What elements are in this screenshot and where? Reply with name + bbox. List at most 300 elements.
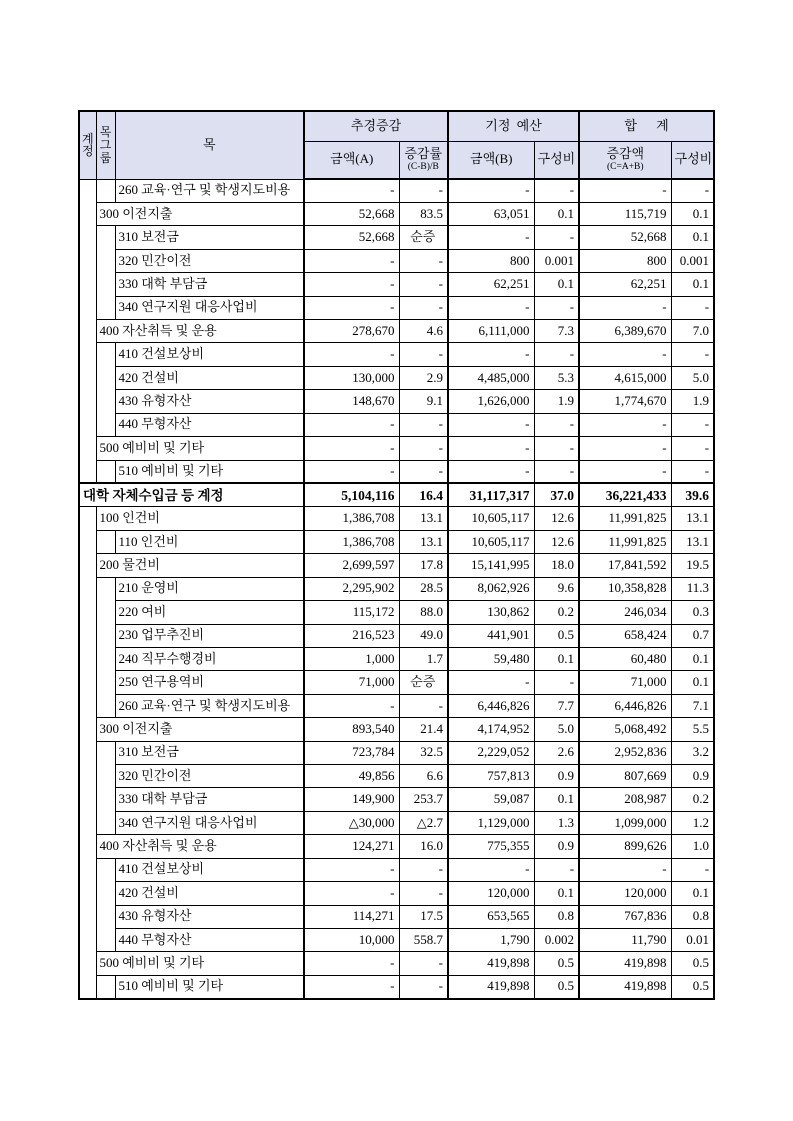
detail-row: [79, 601, 714, 624]
col-header-supplementary-change: 추경증감: [304, 111, 448, 141]
value-cell: -: [448, 296, 534, 319]
value-cell: 17.8: [399, 554, 448, 577]
detail-row: [79, 366, 714, 389]
value-cell: -: [448, 413, 534, 436]
item-label-cell: 340 연구지원 대응사업비: [115, 811, 304, 834]
value-cell: 658,424: [579, 624, 671, 647]
value-cell: -: [399, 343, 448, 366]
value-cell: -: [448, 671, 534, 694]
value-cell: 6.6: [399, 765, 448, 788]
detail-row: [79, 343, 714, 366]
value-cell: 0.1: [671, 671, 714, 694]
item-label-cell: 320 민간이전: [115, 765, 304, 788]
detail-row: [79, 390, 714, 413]
value-cell: 11,991,825: [579, 507, 671, 530]
value-cell: 0.002: [534, 929, 579, 952]
group-row: [79, 202, 714, 225]
value-cell: 0.1: [671, 647, 714, 670]
detail-row: [79, 273, 714, 296]
value-cell: 13.1: [399, 530, 448, 553]
value-cell: 7.7: [534, 694, 579, 717]
value-cell: 59,087: [448, 788, 534, 811]
value-cell: 1,099,000: [579, 811, 671, 834]
col-header-change-amount: 증감액 (C=A+B): [579, 141, 671, 179]
value-cell: 7.3: [534, 320, 579, 343]
value-cell: 1,386,708: [304, 530, 399, 553]
value-cell: 893,540: [304, 718, 399, 741]
col-header-composition-total: 구성비: [671, 141, 714, 179]
value-cell: -: [448, 437, 534, 460]
value-cell: -: [304, 413, 399, 436]
value-cell: 49,856: [304, 765, 399, 788]
value-cell: 60,480: [579, 647, 671, 670]
value-cell: 5.3: [534, 366, 579, 389]
detail-row: [79, 530, 714, 553]
item-label-cell: 410 건설보상비: [115, 858, 304, 881]
value-cell: 17.5: [399, 905, 448, 928]
value-cell: △30,000: [304, 811, 399, 834]
detail-row: [79, 929, 714, 952]
value-cell: 9.1: [399, 390, 448, 413]
col-header-change-rate: 증감률 (C-B)/B: [399, 141, 448, 179]
value-cell: 순증: [399, 226, 448, 249]
value-cell: 208,987: [579, 788, 671, 811]
value-cell: 4.6: [399, 320, 448, 343]
item-label-cell: 100 인건비: [96, 507, 304, 530]
value-cell: -: [579, 413, 671, 436]
value-cell: -: [304, 882, 399, 905]
value-cell: 767,836: [579, 905, 671, 928]
value-cell: 16.0: [399, 835, 448, 858]
change-rate-formula: (C-B)/B: [407, 161, 439, 172]
value-cell: -: [579, 179, 671, 202]
value-cell: 10,605,117: [448, 530, 534, 553]
value-cell: 1.7: [399, 647, 448, 670]
item-label-cell: 250 연구용역비: [115, 671, 304, 694]
value-cell: 5.0: [534, 718, 579, 741]
item-group-cell: [96, 179, 115, 202]
value-cell: 253.7: [399, 788, 448, 811]
item-label-cell: 220 여비: [115, 601, 304, 624]
value-cell: 36,221,433: [579, 483, 671, 506]
value-cell: 52,668: [304, 202, 399, 225]
value-cell: 1,386,708: [304, 507, 399, 530]
item-label-cell: 440 무형자산: [115, 929, 304, 952]
value-cell: -: [579, 858, 671, 881]
budget-table: [78, 110, 715, 1000]
detail-row: [79, 858, 714, 881]
value-cell: -: [399, 694, 448, 717]
value-cell: -: [534, 179, 579, 202]
value-cell: 1,626,000: [448, 390, 534, 413]
value-cell: 2,952,836: [579, 741, 671, 764]
value-cell: 0.1: [534, 202, 579, 225]
value-cell: -: [534, 413, 579, 436]
value-cell: -: [399, 975, 448, 999]
value-cell: 0.1: [534, 273, 579, 296]
value-cell: -: [448, 226, 534, 249]
value-cell: 0.1: [671, 273, 714, 296]
detail-row: [79, 179, 714, 202]
value-cell: 0.5: [671, 952, 714, 975]
account-cell: [79, 179, 96, 483]
value-cell: 0.2: [534, 601, 579, 624]
value-cell: 130,862: [448, 601, 534, 624]
value-cell: -: [304, 694, 399, 717]
value-cell: 0.9: [671, 765, 714, 788]
value-cell: 419,898: [448, 975, 534, 999]
value-cell: -: [304, 952, 399, 975]
value-cell: -: [671, 296, 714, 319]
value-cell: 0.5: [534, 975, 579, 999]
value-cell: 0.8: [671, 905, 714, 928]
value-cell: 31,117,317: [448, 483, 534, 506]
value-cell: 13.1: [671, 530, 714, 553]
value-cell: 32.5: [399, 741, 448, 764]
group-row: [79, 835, 714, 858]
value-cell: -: [448, 179, 534, 202]
value-cell: 13.1: [671, 507, 714, 530]
value-cell: 0.1: [671, 882, 714, 905]
item-label-cell: 300 이전지출: [96, 202, 304, 225]
item-label-cell: 320 민간이전: [115, 249, 304, 272]
value-cell: 2,295,902: [304, 577, 399, 600]
value-cell: 558.7: [399, 929, 448, 952]
value-cell: -: [671, 343, 714, 366]
table-body: [79, 179, 714, 999]
item-label-cell: 510 예비비 및 기타: [115, 460, 304, 483]
detail-row: [79, 249, 714, 272]
col-header-amount-b: 금액(B): [448, 141, 534, 179]
value-cell: -: [399, 858, 448, 881]
value-cell: 3.2: [671, 741, 714, 764]
detail-row: [79, 741, 714, 764]
value-cell: 278,670: [304, 320, 399, 343]
group-row: [79, 437, 714, 460]
value-cell: -: [399, 179, 448, 202]
item-label-cell: 340 연구지원 대응사업비: [115, 296, 304, 319]
item-label-cell: 310 보전금: [115, 226, 304, 249]
value-cell: 0.5: [671, 975, 714, 999]
col-header-item: 목: [115, 111, 304, 179]
value-cell: 59,480: [448, 647, 534, 670]
value-cell: 419,898: [579, 952, 671, 975]
value-cell: -: [448, 858, 534, 881]
value-cell: -: [534, 437, 579, 460]
detail-row: [79, 765, 714, 788]
value-cell: 0.1: [534, 882, 579, 905]
group-row: [79, 554, 714, 577]
value-cell: 5,068,492: [579, 718, 671, 741]
item-label-cell: 230 업무추진비: [115, 624, 304, 647]
value-cell: 1,129,000: [448, 811, 534, 834]
group-row: [79, 952, 714, 975]
value-cell: 4,485,000: [448, 366, 534, 389]
col-header-composition-b: 구성비: [534, 141, 579, 179]
value-cell: 124,271: [304, 835, 399, 858]
item-label-cell: 110 인건비: [115, 530, 304, 553]
value-cell: 63,051: [448, 202, 534, 225]
value-cell: -: [304, 343, 399, 366]
value-cell: -: [399, 273, 448, 296]
table-header: [79, 111, 714, 179]
item-label-cell: 430 유형자산: [115, 390, 304, 413]
value-cell: 120,000: [579, 882, 671, 905]
value-cell: 0.7: [671, 624, 714, 647]
item-label-cell: 420 건설비: [115, 366, 304, 389]
value-cell: 775,355: [448, 835, 534, 858]
item-group-cell: [96, 460, 115, 483]
value-cell: 6,446,826: [579, 694, 671, 717]
value-cell: 62,251: [579, 273, 671, 296]
detail-row: [79, 975, 714, 999]
value-cell: 7.0: [671, 320, 714, 343]
value-cell: 18.0: [534, 554, 579, 577]
item-label-cell: 대학 자체수입금 등 계정: [79, 483, 304, 506]
group-row: [79, 718, 714, 741]
value-cell: -: [304, 249, 399, 272]
detail-row: [79, 413, 714, 436]
value-cell: 1,790: [448, 929, 534, 952]
change-amount-formula: (C=A+B): [606, 161, 644, 172]
item-label-cell: 500 예비비 및 기타: [96, 952, 304, 975]
value-cell: 17,841,592: [579, 554, 671, 577]
detail-row: [79, 577, 714, 600]
value-cell: 37.0: [534, 483, 579, 506]
item-group-cell: [96, 530, 115, 553]
value-cell: -: [671, 858, 714, 881]
value-cell: -: [579, 460, 671, 483]
value-cell: -: [671, 460, 714, 483]
detail-row: [79, 811, 714, 834]
value-cell: 6,111,000: [448, 320, 534, 343]
value-cell: 12.6: [534, 530, 579, 553]
value-cell: 653,565: [448, 905, 534, 928]
value-cell: 6,446,826: [448, 694, 534, 717]
value-cell: 15,141,995: [448, 554, 534, 577]
value-cell: 0.1: [534, 788, 579, 811]
value-cell: 2.6: [534, 741, 579, 764]
item-group-cell: [96, 226, 115, 320]
value-cell: 49.0: [399, 624, 448, 647]
value-cell: 1,774,670: [579, 390, 671, 413]
value-cell: 5,104,116: [304, 483, 399, 506]
item-label-cell: 260 교육·연구 및 학생지도비용: [115, 694, 304, 717]
value-cell: 83.5: [399, 202, 448, 225]
col-header-existing-budget: 기정 예산: [448, 111, 579, 141]
value-cell: 88.0: [399, 601, 448, 624]
value-cell: 0.2: [671, 788, 714, 811]
item-label-cell: 240 직무수행경비: [115, 647, 304, 670]
value-cell: -: [304, 179, 399, 202]
value-cell: 5.5: [671, 718, 714, 741]
value-cell: -: [399, 413, 448, 436]
value-cell: 0.9: [534, 765, 579, 788]
value-cell: 800: [448, 249, 534, 272]
value-cell: 0.9: [534, 835, 579, 858]
value-cell: 52,668: [304, 226, 399, 249]
item-label-cell: 260 교육·연구 및 학생지도비용: [115, 179, 304, 202]
col-header-amount-a: 금액(A): [304, 141, 399, 179]
value-cell: 28.5: [399, 577, 448, 600]
value-cell: 5.0: [671, 366, 714, 389]
value-cell: 441,901: [448, 624, 534, 647]
value-cell: 11,991,825: [579, 530, 671, 553]
value-cell: 7.1: [671, 694, 714, 717]
group-row: [79, 320, 714, 343]
value-cell: -: [399, 437, 448, 460]
item-group-cell: [96, 577, 115, 718]
value-cell: -: [304, 437, 399, 460]
group-row: [79, 507, 714, 530]
value-cell: -: [304, 975, 399, 999]
value-cell: 216,523: [304, 624, 399, 647]
value-cell: 1.9: [534, 390, 579, 413]
value-cell: 114,271: [304, 905, 399, 928]
item-label-cell: 300 이전지출: [96, 718, 304, 741]
value-cell: 148,670: [304, 390, 399, 413]
value-cell: 1.0: [671, 835, 714, 858]
detail-row: [79, 671, 714, 694]
value-cell: 899,626: [579, 835, 671, 858]
value-cell: 10,000: [304, 929, 399, 952]
value-cell: 10,358,828: [579, 577, 671, 600]
item-label-cell: 510 예비비 및 기타: [115, 975, 304, 999]
value-cell: 6,389,670: [579, 320, 671, 343]
value-cell: -: [671, 179, 714, 202]
value-cell: 4,615,000: [579, 366, 671, 389]
value-cell: 16.4: [399, 483, 448, 506]
value-cell: 0.1: [671, 226, 714, 249]
item-group-cell: [96, 975, 115, 999]
value-cell: -: [399, 296, 448, 319]
value-cell: 1.9: [671, 390, 714, 413]
value-cell: -: [534, 460, 579, 483]
detail-row: [79, 624, 714, 647]
value-cell: 0.001: [534, 249, 579, 272]
section-row: [79, 483, 714, 506]
item-label-cell: 210 운영비: [115, 577, 304, 600]
item-label-cell: 410 건설보상비: [115, 343, 304, 366]
item-label-cell: 440 무형자산: [115, 413, 304, 436]
item-label-cell: 430 유형자산: [115, 905, 304, 928]
value-cell: 62,251: [448, 273, 534, 296]
detail-row: [79, 460, 714, 483]
col-header-total: 합 계: [579, 111, 714, 141]
value-cell: 800: [579, 249, 671, 272]
value-cell: -: [534, 296, 579, 319]
detail-row: [79, 882, 714, 905]
col-header-item-group: 목 그 룹: [96, 111, 115, 179]
value-cell: -: [534, 343, 579, 366]
header-group-row: [79, 111, 714, 141]
value-cell: 2,699,597: [304, 554, 399, 577]
value-cell: 757,813: [448, 765, 534, 788]
value-cell: 0.8: [534, 905, 579, 928]
value-cell: 71,000: [304, 671, 399, 694]
value-cell: 21.4: [399, 718, 448, 741]
value-cell: -: [399, 952, 448, 975]
value-cell: -: [534, 226, 579, 249]
col-header-account: 계 정: [79, 111, 96, 179]
detail-row: [79, 694, 714, 717]
value-cell: 1.2: [671, 811, 714, 834]
item-label-cell: 420 건설비: [115, 882, 304, 905]
value-cell: 419,898: [579, 975, 671, 999]
value-cell: 0.3: [671, 601, 714, 624]
account-cell: [79, 507, 96, 999]
value-cell: 2,229,052: [448, 741, 534, 764]
item-group-cell: [96, 343, 115, 437]
value-cell: 39.6: [671, 483, 714, 506]
value-cell: -: [534, 858, 579, 881]
value-cell: 419,898: [448, 952, 534, 975]
value-cell: -: [304, 273, 399, 296]
value-cell: 11.3: [671, 577, 714, 600]
value-cell: 723,784: [304, 741, 399, 764]
value-cell: -: [399, 882, 448, 905]
value-cell: -: [534, 671, 579, 694]
value-cell: 1.3: [534, 811, 579, 834]
value-cell: -: [579, 343, 671, 366]
value-cell: 12.6: [534, 507, 579, 530]
value-cell: 149,900: [304, 788, 399, 811]
value-cell: -: [448, 460, 534, 483]
value-cell: -: [671, 437, 714, 460]
item-group-cell: [96, 741, 115, 835]
detail-row: [79, 905, 714, 928]
value-cell: 9.6: [534, 577, 579, 600]
item-label-cell: 310 보전금: [115, 741, 304, 764]
value-cell: 10,605,117: [448, 507, 534, 530]
value-cell: 4,174,952: [448, 718, 534, 741]
item-label-cell: 400 자산취득 및 운용: [96, 320, 304, 343]
value-cell: -: [579, 296, 671, 319]
value-cell: 2.9: [399, 366, 448, 389]
detail-row: [79, 226, 714, 249]
item-label-cell: 200 물건비: [96, 554, 304, 577]
detail-row: [79, 296, 714, 319]
value-cell: 0.01: [671, 929, 714, 952]
value-cell: 11,790: [579, 929, 671, 952]
item-group-cell: [96, 858, 115, 952]
value-cell: 13.1: [399, 507, 448, 530]
value-cell: 1,000: [304, 647, 399, 670]
value-cell: 0.5: [534, 624, 579, 647]
item-label-cell: 330 대학 부담금: [115, 273, 304, 296]
value-cell: -: [671, 413, 714, 436]
value-cell: 0.1: [671, 202, 714, 225]
item-label-cell: 330 대학 부담금: [115, 788, 304, 811]
value-cell: -: [304, 460, 399, 483]
value-cell: 71,000: [579, 671, 671, 694]
value-cell: 246,034: [579, 601, 671, 624]
value-cell: 120,000: [448, 882, 534, 905]
value-cell: 19.5: [671, 554, 714, 577]
value-cell: 807,669: [579, 765, 671, 788]
detail-row: [79, 647, 714, 670]
value-cell: 0.5: [534, 952, 579, 975]
value-cell: -: [579, 437, 671, 460]
value-cell: 0.001: [671, 249, 714, 272]
value-cell: 순증: [399, 671, 448, 694]
value-cell: 52,668: [579, 226, 671, 249]
value-cell: -: [304, 858, 399, 881]
item-label-cell: 500 예비비 및 기타: [96, 437, 304, 460]
value-cell: 130,000: [304, 366, 399, 389]
value-cell: 8,062,926: [448, 577, 534, 600]
value-cell: 0.1: [534, 647, 579, 670]
